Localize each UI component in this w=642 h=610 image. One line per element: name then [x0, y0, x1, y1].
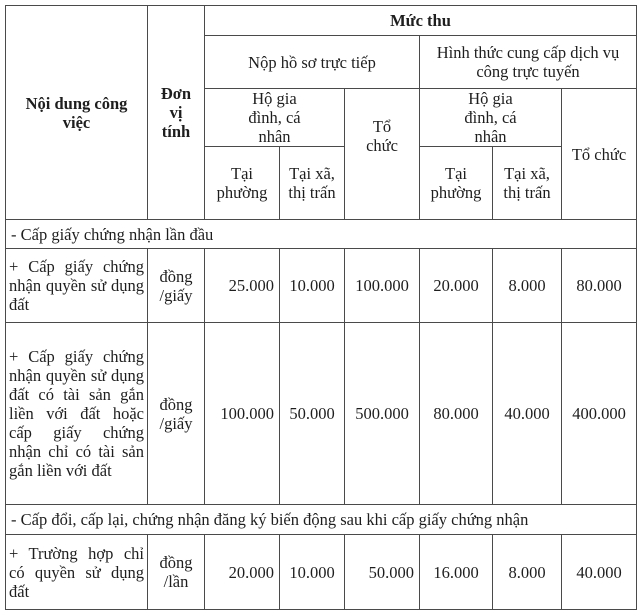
header-online-ward: Tại phường: [420, 147, 493, 220]
header-online-service: Hình thức cung cấp dịch vụ công trực tuyến: [420, 36, 637, 89]
fee-table: [5, 5, 637, 610]
value-direct-organization: 50.000: [345, 535, 420, 610]
row-content: + Cấp giấy chứng nhận quyền sử dụng đất có tài sản gắn liền với đất hoặc cấp giấy chứng nhận chỉ có tài sản gắn liền với đất: [6, 323, 148, 505]
value-online-commune: 8.000: [493, 249, 562, 323]
header-direct-submission: Nộp hồ sơ trực tiếp: [205, 36, 420, 89]
value-direct-commune: 50.000: [280, 323, 345, 505]
value-online-organization: 400.000: [562, 323, 637, 505]
section-row: [6, 220, 637, 249]
header-online-household: Hộ gia đình, cá nhân: [420, 89, 562, 147]
header-direct-ward: Tại phường: [205, 147, 280, 220]
table-body: [6, 220, 637, 610]
table-header: [6, 6, 637, 220]
section-title: - Cấp đổi, cấp lại, chứng nhận đăng ký biến động sau khi cấp giấy chứng nhận: [6, 505, 637, 535]
section-row: [6, 505, 637, 535]
value-online-ward: 20.000: [420, 249, 493, 323]
header-direct-household: Hộ gia đình, cá nhân: [205, 89, 345, 147]
value-online-ward: 80.000: [420, 323, 493, 505]
row-content: + Cấp giấy chứng nhận quyền sử dụng đất: [6, 249, 148, 323]
value-online-commune: 40.000: [493, 323, 562, 505]
table-row: [6, 323, 637, 505]
row-unit: đồng /giấy: [148, 249, 205, 323]
value-online-organization: 80.000: [562, 249, 637, 323]
value-direct-ward: 100.000: [205, 323, 280, 505]
section-title: - Cấp giấy chứng nhận lần đầu: [6, 220, 637, 249]
header-fee-level: Mức thu: [205, 6, 637, 36]
header-direct-organization: Tổ chức: [345, 89, 420, 220]
value-direct-commune: 10.000: [280, 249, 345, 323]
value-direct-organization: 500.000: [345, 323, 420, 505]
row-unit: đồng /giấy: [148, 323, 205, 505]
value-direct-organization: 100.000: [345, 249, 420, 323]
header-online-organization: Tổ chức: [562, 89, 637, 220]
value-online-ward: 16.000: [420, 535, 493, 610]
table-row: [6, 249, 637, 323]
header-direct-commune: Tại xã, thị trấn: [280, 147, 345, 220]
value-direct-ward: 20.000: [205, 535, 280, 610]
row-content: + Trường hợp chỉ có quyền sử dụng đất: [6, 535, 148, 610]
value-online-organization: 40.000: [562, 535, 637, 610]
value-online-commune: 8.000: [493, 535, 562, 610]
value-direct-ward: 25.000: [205, 249, 280, 323]
table-row: [6, 535, 637, 610]
header-online-commune: Tại xã, thị trấn: [493, 147, 562, 220]
row-unit: đồng /lần: [148, 535, 205, 610]
header-unit: Đơn vị tính: [148, 6, 205, 220]
header-task-content: Nội dung công việc: [6, 6, 148, 220]
value-direct-commune: 10.000: [280, 535, 345, 610]
